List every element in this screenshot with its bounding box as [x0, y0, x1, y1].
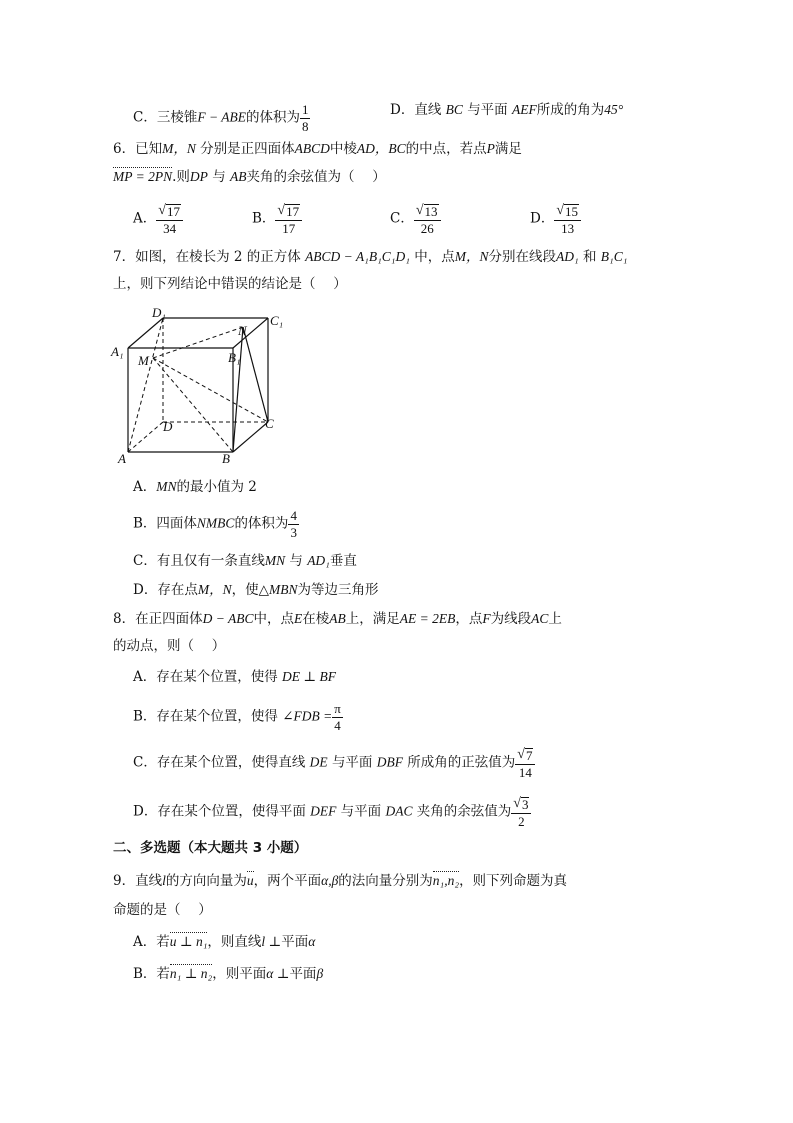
radicand: 17 — [286, 204, 300, 219]
fraction: √ 15 13 — [554, 203, 581, 235]
q7-stem-line2 — [113, 278, 347, 292]
q6-option-b — [252, 203, 302, 235]
question-text: 7．如图，在棱长为 2 的正方体 — [113, 249, 301, 265]
math-var: β — [316, 966, 324, 981]
option-text: 的最小值为 2 — [176, 479, 257, 495]
math-var: D − ABC — [202, 611, 254, 626]
math-var: AEF — [511, 102, 537, 117]
q8-option-b — [133, 702, 343, 732]
option-text: 所成角的正弦值为 — [407, 754, 516, 771]
fraction — [288, 509, 299, 539]
radicand: 17 — [166, 204, 180, 219]
option-label: B． — [252, 210, 276, 227]
cube-figure — [108, 300, 293, 470]
math-var: AD₁ — [556, 249, 579, 264]
label-C1: C₁ — [270, 313, 284, 328]
option-label: C． — [133, 754, 157, 771]
option-label: D． — [133, 582, 158, 598]
option-text: 所成的角为 — [536, 102, 605, 118]
question-text: ，点 — [455, 611, 483, 627]
question-text: 8．在正四面体 — [113, 611, 203, 627]
math-var: l — [162, 873, 166, 888]
option-text: 存在某个位置，使得直线 — [156, 754, 306, 771]
math-var: M，N — [197, 582, 232, 597]
option-label: B． — [133, 515, 157, 532]
numerator: 4 — [290, 508, 297, 523]
question-text: 上，则下列结论中错误的结论是（ ） — [113, 276, 347, 292]
math-var: AB — [329, 611, 346, 626]
denominator: 34 — [163, 220, 177, 236]
math-var: ABCD — [294, 141, 330, 156]
radicand: 3 — [521, 797, 529, 812]
question-text: 夹角的余弦值为（ ） — [246, 169, 386, 185]
fraction — [300, 103, 311, 133]
option-text: 夹角的余弦值为 — [416, 803, 512, 820]
math-var: M，N — [162, 141, 196, 156]
option-text: 存在点 — [157, 582, 198, 598]
q8-stem-line2 — [113, 640, 225, 654]
question-text: 中棱 — [329, 141, 357, 157]
question-text: ，则下列命题为真 — [459, 873, 568, 889]
question-text: 分别是正四面体 — [200, 141, 295, 157]
q7-stem-line1 — [113, 250, 627, 265]
numerator: π — [334, 701, 341, 716]
math-var: MN — [264, 553, 286, 568]
question-text: 的动点，则（ ） — [113, 638, 226, 654]
math-var: l ⊥ — [261, 934, 282, 949]
denominator: 13 — [561, 220, 575, 236]
math-var: DE — [309, 754, 328, 770]
q9-stem-line2 — [113, 904, 212, 918]
math-var: M，N — [454, 249, 489, 264]
option-text: 存在某个位置，使得 — [156, 708, 278, 725]
question-text: 在棱 — [302, 611, 330, 627]
numerator: 1 — [301, 102, 309, 117]
math-var: P — [486, 141, 495, 156]
denominator: 26 — [420, 220, 434, 236]
math-var: ABCD − A₁B₁C₁D₁ — [305, 249, 410, 264]
math-var: BC — [445, 102, 463, 117]
q8-option-d — [133, 796, 531, 828]
q9-option-b — [133, 967, 323, 982]
option-text: 与平面 — [340, 803, 382, 820]
radicand: 13 — [424, 204, 438, 219]
fraction — [332, 702, 343, 732]
question-text: 中，点 — [253, 611, 294, 627]
math-var: DEF — [310, 803, 337, 819]
fraction: √ 13 26 — [414, 203, 441, 235]
math-var: α — [308, 934, 316, 949]
option-label: B． — [133, 966, 157, 982]
option-label: D． — [133, 803, 158, 820]
radicand: 15 — [565, 204, 579, 219]
option-text: 四面体 — [156, 515, 197, 532]
math-var: F — [482, 611, 491, 626]
label-A: A — [118, 451, 126, 466]
math-var: α,β — [321, 873, 339, 888]
math-var: n₁,n₂ — [432, 873, 460, 888]
option-text: 直线 — [414, 102, 442, 118]
label-B: B — [222, 451, 230, 466]
question-text: 分别在线段 — [488, 249, 556, 265]
math-var: DBF — [376, 754, 403, 770]
question-text: 上，满足 — [345, 611, 400, 627]
label-D: D — [163, 419, 173, 434]
option-text: 的体积为 — [234, 515, 289, 532]
q6-option-d — [530, 203, 581, 235]
q7-option-d — [133, 583, 378, 598]
option-text: 的体积为 — [245, 109, 300, 126]
option-label: A． — [133, 210, 157, 227]
option-text: 与平面 — [331, 754, 373, 771]
question-text: 6．已知 — [113, 141, 163, 157]
option-text: 垂直 — [329, 553, 357, 569]
math-var: AB — [230, 169, 247, 184]
q8-option-a — [133, 670, 336, 685]
math-var: AD，BC — [356, 141, 406, 156]
option-text: 三棱锥 — [156, 109, 198, 126]
option-label: B． — [133, 708, 157, 725]
label-M: M — [138, 353, 149, 368]
option-label: C． — [133, 553, 157, 569]
question-text: 为线段 — [490, 611, 532, 627]
denominator: 8 — [301, 118, 309, 134]
label-C: C — [265, 416, 274, 431]
q9-stem-line1 — [113, 874, 567, 889]
denominator: 17 — [282, 220, 296, 236]
q5-option-c — [133, 103, 310, 133]
label-N: N — [238, 323, 247, 338]
question-text: 的方向向量为 — [165, 873, 247, 889]
option-label: C． — [390, 210, 414, 227]
option-label: A． — [133, 479, 157, 495]
denominator: 3 — [290, 524, 297, 540]
option-text: 存在某个位置，使得 — [156, 669, 278, 685]
math-var: α ⊥ — [266, 966, 290, 981]
radicand: 7 — [525, 748, 533, 763]
q9-option-a — [133, 935, 315, 950]
math-var: E — [293, 611, 303, 626]
option-text: 与平面 — [467, 102, 508, 118]
math-var: DAC — [385, 803, 413, 819]
option-label: A． — [133, 669, 157, 685]
q7-option-b — [133, 509, 299, 539]
question-text: .则 — [172, 169, 190, 185]
math-var: MN — [156, 479, 177, 494]
label-B1: B₁ — [228, 350, 241, 365]
question-text: 和 — [583, 249, 597, 265]
option-text: 若 — [156, 966, 170, 982]
q6-option-c — [390, 203, 441, 235]
math-var: AD₁ — [307, 553, 330, 568]
denominator: 14 — [518, 764, 532, 780]
math-var: AC — [531, 611, 549, 626]
option-text: 存在某个位置，使得平面 — [157, 803, 306, 820]
option-label: D． — [530, 210, 555, 227]
denominator: 2 — [518, 813, 525, 829]
question-text: 的法向量分别为 — [338, 873, 433, 889]
math-var: MBN — [268, 582, 298, 597]
q6-option-a — [133, 203, 183, 235]
math-expr: u ⊥ n₁ — [169, 934, 208, 949]
option-text: ，则平面 — [212, 966, 267, 982]
option-label: C． — [133, 109, 157, 126]
question-text: 的中点，若点 — [405, 141, 487, 157]
option-text: 平面 — [281, 934, 309, 950]
q7-option-c — [133, 554, 357, 569]
cube-solid-edges — [128, 318, 268, 452]
q7-option-a — [133, 480, 257, 495]
math-var: NMBC — [196, 515, 235, 531]
question-text: 9．直线 — [113, 873, 163, 889]
question-text: 上 — [548, 611, 562, 627]
q5-option-d — [390, 103, 623, 118]
question-text: 中，点 — [414, 249, 455, 265]
option-text: 与 — [289, 553, 303, 569]
question-text: 命题的是（ ） — [113, 902, 212, 918]
option-text: 有且仅有一条直线 — [156, 553, 265, 569]
option-text: ，使△ — [231, 582, 269, 598]
option-text: ，则直线 — [207, 934, 262, 950]
section-heading: 二、多选题（本大题共 3 小题） — [113, 840, 308, 856]
question-text: ，两个平面 — [253, 873, 322, 889]
math-expr: ∠FDB = — [282, 708, 333, 724]
question-text: 与 — [212, 169, 226, 185]
math-expr: DE ⊥ BF — [282, 669, 336, 684]
option-label: A． — [133, 934, 157, 950]
math-value: 45° — [604, 102, 624, 117]
math-var: AE = 2EB — [399, 611, 456, 626]
question-text: 满足 — [494, 141, 522, 157]
math-expr: n₁ ⊥ n₂ — [169, 966, 213, 981]
fraction: √ 17 17 — [275, 203, 302, 235]
q8-stem-line1 — [113, 612, 562, 627]
option-label: D． — [390, 102, 415, 118]
fraction: √ 3 2 — [511, 796, 531, 828]
label-A1: A₁ — [111, 344, 124, 359]
q8-option-c — [133, 747, 535, 779]
math-var: u — [246, 873, 254, 888]
option-text: 平面 — [289, 966, 317, 982]
q6-stem-line1 — [113, 142, 522, 157]
fraction: √ 7 14 — [515, 747, 535, 779]
fraction: √ 17 34 — [156, 203, 183, 235]
math-expr: F − ABE — [197, 109, 246, 125]
denominator: 4 — [334, 717, 341, 733]
vector-expr: MP = 2PN — [113, 169, 173, 184]
cube-hidden-edges — [128, 318, 268, 452]
option-text: 若 — [156, 934, 170, 950]
math-var: B₁C₁ — [600, 249, 628, 264]
label-D1: D₁ — [152, 305, 166, 320]
math-var: DP — [189, 169, 208, 184]
q6-stem-line2 — [113, 170, 386, 185]
option-text: 为等边三角形 — [297, 582, 379, 598]
